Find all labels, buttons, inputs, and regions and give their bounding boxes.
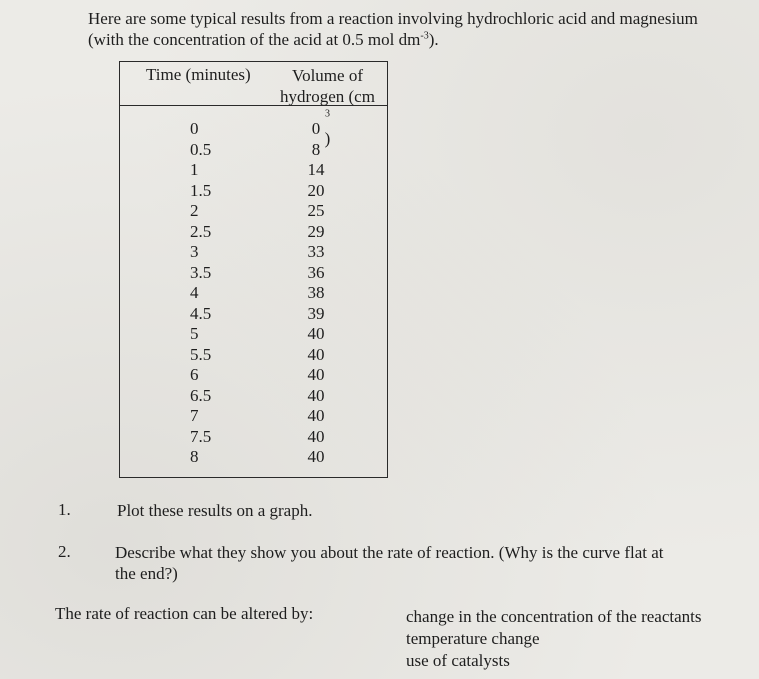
volume-cell: 40 xyxy=(307,324,325,343)
volume-cell: 40 xyxy=(307,426,325,446)
rate-label: The rate of reaction can be altered by: xyxy=(55,604,314,623)
volume-cell: 14 xyxy=(307,160,325,179)
volume-cell: 39 xyxy=(307,303,325,323)
time-cell: 2.5 xyxy=(190,221,212,241)
time-cell: 4.5 xyxy=(190,303,212,323)
volume-cell: 36 xyxy=(307,262,325,282)
question-1-number: 1. xyxy=(58,500,71,519)
time-cell: 6 xyxy=(190,365,199,384)
question-2-line-2: the end?) xyxy=(115,564,178,583)
question-2-number: 2. xyxy=(58,542,71,561)
results-table xyxy=(119,61,388,478)
rate-factor-temperature: temperature change xyxy=(406,629,540,648)
volume-cell: 8 xyxy=(311,139,321,159)
table-row xyxy=(120,427,387,448)
volume-cell: 40 xyxy=(307,365,325,384)
volume-cell: 0 xyxy=(311,119,321,138)
time-cell: 7 xyxy=(190,406,199,425)
intro-line-2-suffix: ). xyxy=(428,30,439,49)
table-row xyxy=(120,304,387,325)
table-row xyxy=(120,263,387,284)
header-time: Time (minutes) xyxy=(146,65,251,84)
volume-cell: 29 xyxy=(307,221,325,241)
time-cell: 6.5 xyxy=(190,385,212,405)
table-row xyxy=(120,386,387,407)
time-cell: 5.5 xyxy=(190,344,212,364)
time-cell: 1.5 xyxy=(190,180,212,200)
volume-cell: 40 xyxy=(307,344,325,364)
table-row xyxy=(120,345,387,366)
header-volume-prefix: hydrogen (cm xyxy=(280,87,375,106)
intro-line-2-prefix: (with the concentration of the acid at 0.5 mol dm xyxy=(88,30,421,49)
table-row xyxy=(120,242,387,263)
volume-cell: 25 xyxy=(307,201,325,220)
table-row xyxy=(120,365,387,386)
question-2-text xyxy=(115,542,755,584)
time-cell: 0 xyxy=(190,119,199,138)
time-cell: 3 xyxy=(190,242,199,261)
time-cell: 8 xyxy=(190,447,199,466)
time-cell: 7.5 xyxy=(190,426,212,446)
table-body xyxy=(120,119,387,468)
table-row xyxy=(120,447,387,468)
volume-cell: 40 xyxy=(307,385,325,405)
table-row xyxy=(120,119,387,140)
volume-cell: 20 xyxy=(307,180,325,200)
intro-line-1: Here are some typical results from a reaction involving hydrochloric acid and magnesium xyxy=(88,9,698,28)
table-row xyxy=(120,406,387,427)
question-2-line-1: Describe what they show you about the rate of reaction. (Why is the curve flat at xyxy=(115,543,664,562)
intro-unit-exponent: -3 xyxy=(420,30,429,42)
time-cell: 2 xyxy=(190,201,199,220)
header-volume-line-1: Volume of xyxy=(292,66,363,85)
rate-factor-catalysts: use of catalysts xyxy=(406,651,510,670)
question-1-text xyxy=(117,500,737,521)
volume-cell: 33 xyxy=(307,242,325,261)
volume-cell: 40 xyxy=(307,447,325,466)
header-volume-suffix: ) xyxy=(324,129,331,148)
header-volume-exponent: 3 xyxy=(325,108,330,120)
time-cell: 5 xyxy=(190,324,199,343)
table-row xyxy=(120,324,387,345)
rate-factors-list xyxy=(406,606,701,672)
table-row xyxy=(120,181,387,202)
table-row xyxy=(120,222,387,243)
table-row xyxy=(120,140,387,161)
intro-line-2 xyxy=(88,29,748,50)
time-cell: 1 xyxy=(190,160,199,179)
table-header xyxy=(120,62,387,148)
time-cell: 3.5 xyxy=(190,262,212,282)
time-cell: 0.5 xyxy=(190,139,212,159)
volume-cell: 38 xyxy=(307,283,325,302)
table-row xyxy=(120,160,387,181)
rate-factor-concentration: change in the concentration of the reactants xyxy=(406,607,702,626)
question-1-line-1: Plot these results on a graph. xyxy=(117,501,313,520)
intro-text xyxy=(88,8,748,50)
volume-cell: 40 xyxy=(307,406,325,425)
table-row xyxy=(120,201,387,222)
table-row xyxy=(120,283,387,304)
time-cell: 4 xyxy=(190,283,199,302)
